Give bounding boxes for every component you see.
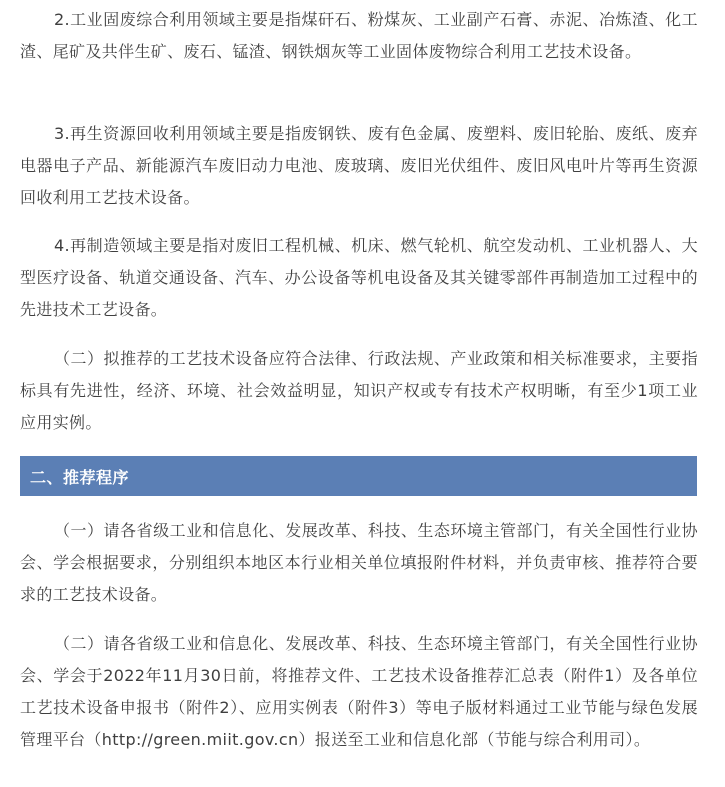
section-title: 二、推荐程序 bbox=[30, 467, 130, 487]
paragraph-procedure-1: （一）请各省级工业和信息化、发展改革、科技、生态环境主管部门，有关全国性行业协会、学会根据要求，分别组织本地区本行业相关单位填报附件材料，并负责审核、推荐符合要求的工艺技术设备。 bbox=[20, 521, 698, 604]
paragraph-renewable-resources: 3.再生资源回收利用领域主要是指废钢铁、废有色金属、废塑料、废旧轮胎、废纸、废弃电器电子产品、新能源汽车废旧动力电池、废玻璃、废旧光伏组件、废旧风电叶片等再生资源回收利用工艺技术设备。 bbox=[20, 124, 698, 207]
paragraph-requirements: （二）拟推荐的工艺技术设备应符合法律、行政法规、产业政策和相关标准要求，主要指标具有先进性，经济、环境、社会效益明显，知识产权或专有技术产权明晰，有至少1项工业应用实例。 bbox=[20, 349, 698, 432]
section-header-recommendation-procedure bbox=[20, 456, 697, 496]
paragraph-remanufacturing: 4.再制造领域主要是指对废旧工程机械、机床、燃气轮机、航空发动机、工业机器人、大型医疗设备、轨道交通设备、汽车、办公设备等机电设备及其关键零部件再制造加工过程中的先进技术工艺设备。 bbox=[20, 236, 698, 319]
paragraph-industrial-solid-waste: 2.工业固废综合利用领域主要是指煤矸石、粉煤灰、工业副产石膏、赤泥、冶炼渣、化工渣、尾矿及共伴生矿、废石、锰渣、钢铁烟灰等工业固体废物综合利用工艺技术设备。 bbox=[20, 10, 698, 61]
paragraph-procedure-2: （二）请各省级工业和信息化、发展改革、科技、生态环境主管部门，有关全国性行业协会、学会于2022年11月30日前，将推荐文件、工艺技术设备推荐汇总表（附件1）及各单位工艺技术设备申报书（附件2）、应用实例表（附件3）等电子版材料通过工业节能与绿色发展管理平台（http://green.miit.gov.cn）报送至工业和信息化部（节能与综合利用司）。 bbox=[20, 634, 698, 749]
